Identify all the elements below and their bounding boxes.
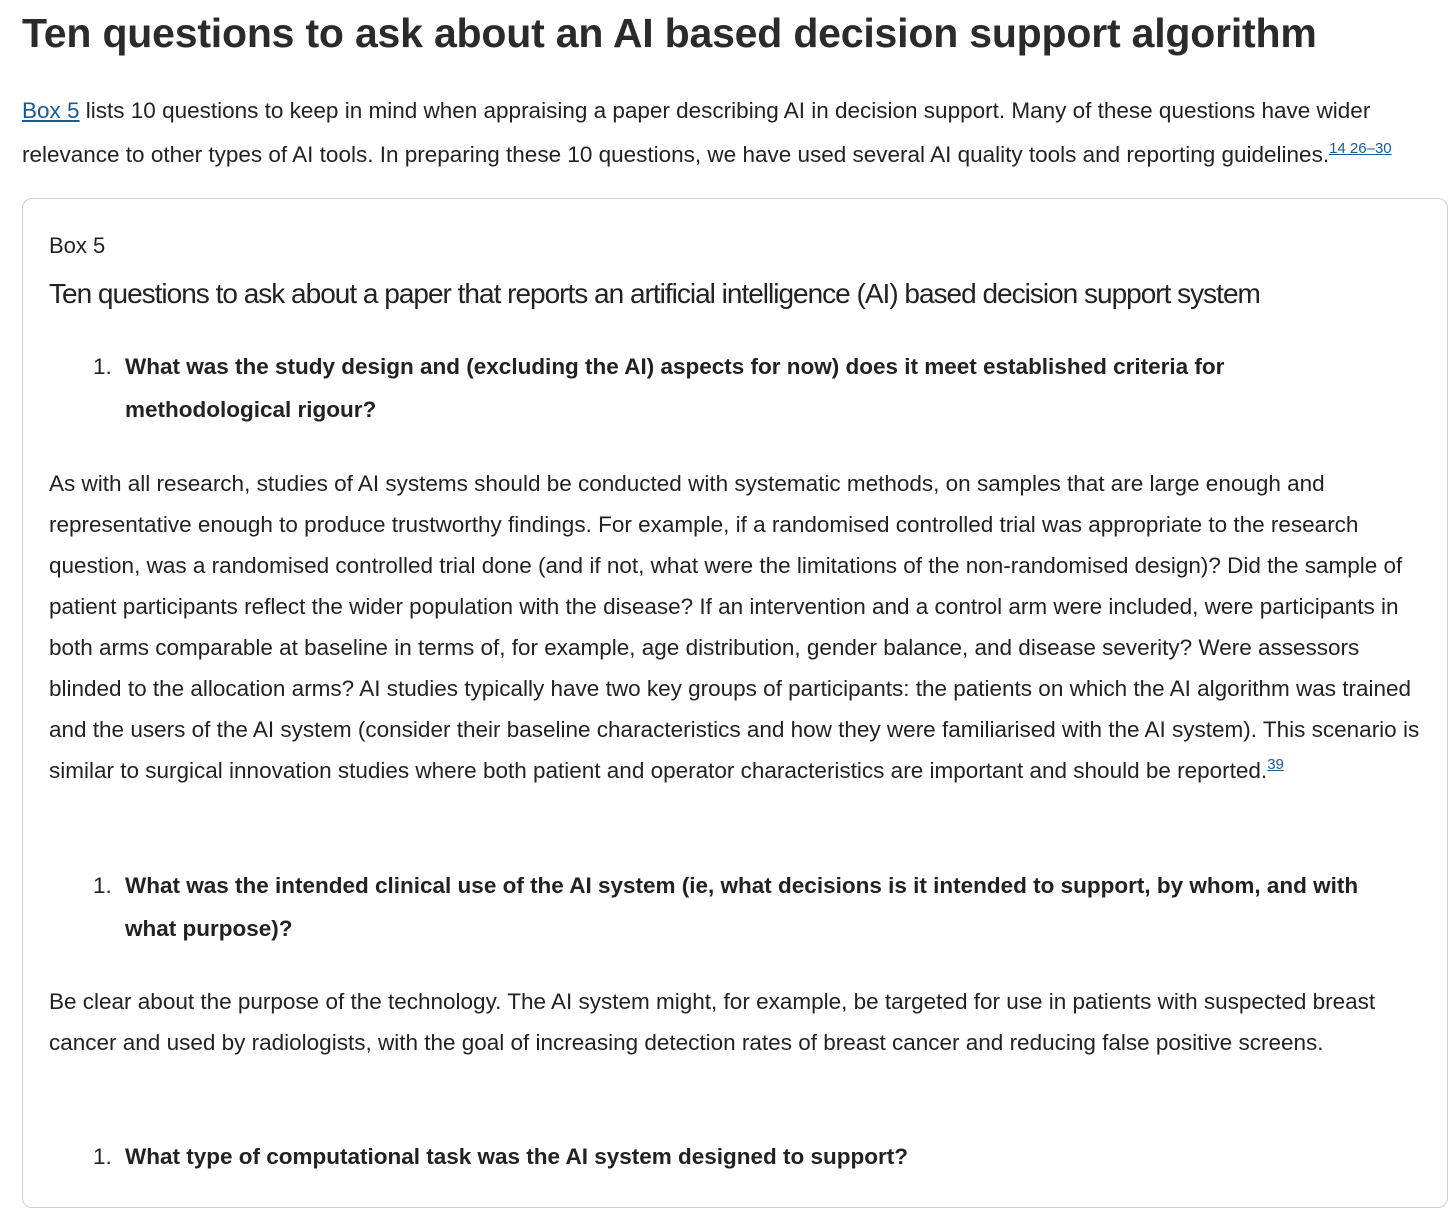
intro-text: lists 10 questions to keep in mind when appraising a paper describing AI in decision support. Many of these questions have wider relevance to other types of AI tools. In preparing these 10 questions, we have used several AI quality tools and reporting guidelines. bbox=[22, 98, 1371, 167]
question-item bbox=[93, 345, 1393, 431]
question-number: 1. bbox=[93, 1144, 112, 1169]
page-title: Ten questions to ask about an AI based decision support algorithm bbox=[22, 10, 1317, 56]
question-text: What was the intended clinical use of the AI system (ie, what decisions is it intended to support, by whom, and with what purpose)? bbox=[125, 873, 1359, 941]
box-5-panel bbox=[22, 198, 1448, 1208]
intro-paragraph bbox=[22, 89, 1452, 177]
question-text: What was the study design and (excluding the AI) aspects for now) does it meet established criteria for methodological rigour? bbox=[125, 354, 1225, 422]
intro-citation-link[interactable]: 14 26–30 bbox=[1329, 140, 1392, 157]
answer-paragraph bbox=[49, 463, 1429, 791]
box-title: Ten questions to ask about a paper that reports an artificial intelligence (AI) based decision support system bbox=[49, 278, 1260, 309]
box-5-link[interactable]: Box 5 bbox=[22, 98, 80, 123]
answer-text: Be clear about the purpose of the technology. The AI system might, for example, be targeted for use in patients with suspected breast cancer and used by radiologists, with the goal of increasing detection rates of breast cancer and reducing false positive screens. bbox=[49, 989, 1376, 1055]
question-number: 1. bbox=[93, 354, 112, 379]
answer-text: As with all research, studies of AI systems should be conducted with systematic methods, on samples that are large enough and representative enough to produce trustworthy findings. For example, if a randomised controlled trial was appropriate to the research question, was a randomised controlled trial done (and if not, what were the limitations of the non-randomised design)? Did the sample of patient participants reflect the wider population with the disease? If an intervention and a control arm were included, were participants in both arms comparable at baseline in terms of, for example, age distribution, gender balance, and disease severity? Were assessors blinded to the allocation arms? AI studies typically have two key groups of participants: the patients on which the AI algorithm was trained and the users of the AI system (consider their baseline characteristics and how they were familiarised with the AI system). This scenario is similar to surgical innovation studies where both patient and operator characteristics are important and should be reported. bbox=[49, 471, 1420, 783]
question-item bbox=[93, 1135, 1393, 1178]
question-number: 1. bbox=[93, 873, 112, 898]
answer-paragraph bbox=[49, 981, 1429, 1063]
answer-citation-link[interactable]: 39 bbox=[1267, 756, 1284, 773]
box-label: Box 5 bbox=[49, 233, 106, 258]
question-item bbox=[93, 864, 1393, 950]
question-text: What type of computational task was the AI system designed to support? bbox=[125, 1144, 909, 1169]
